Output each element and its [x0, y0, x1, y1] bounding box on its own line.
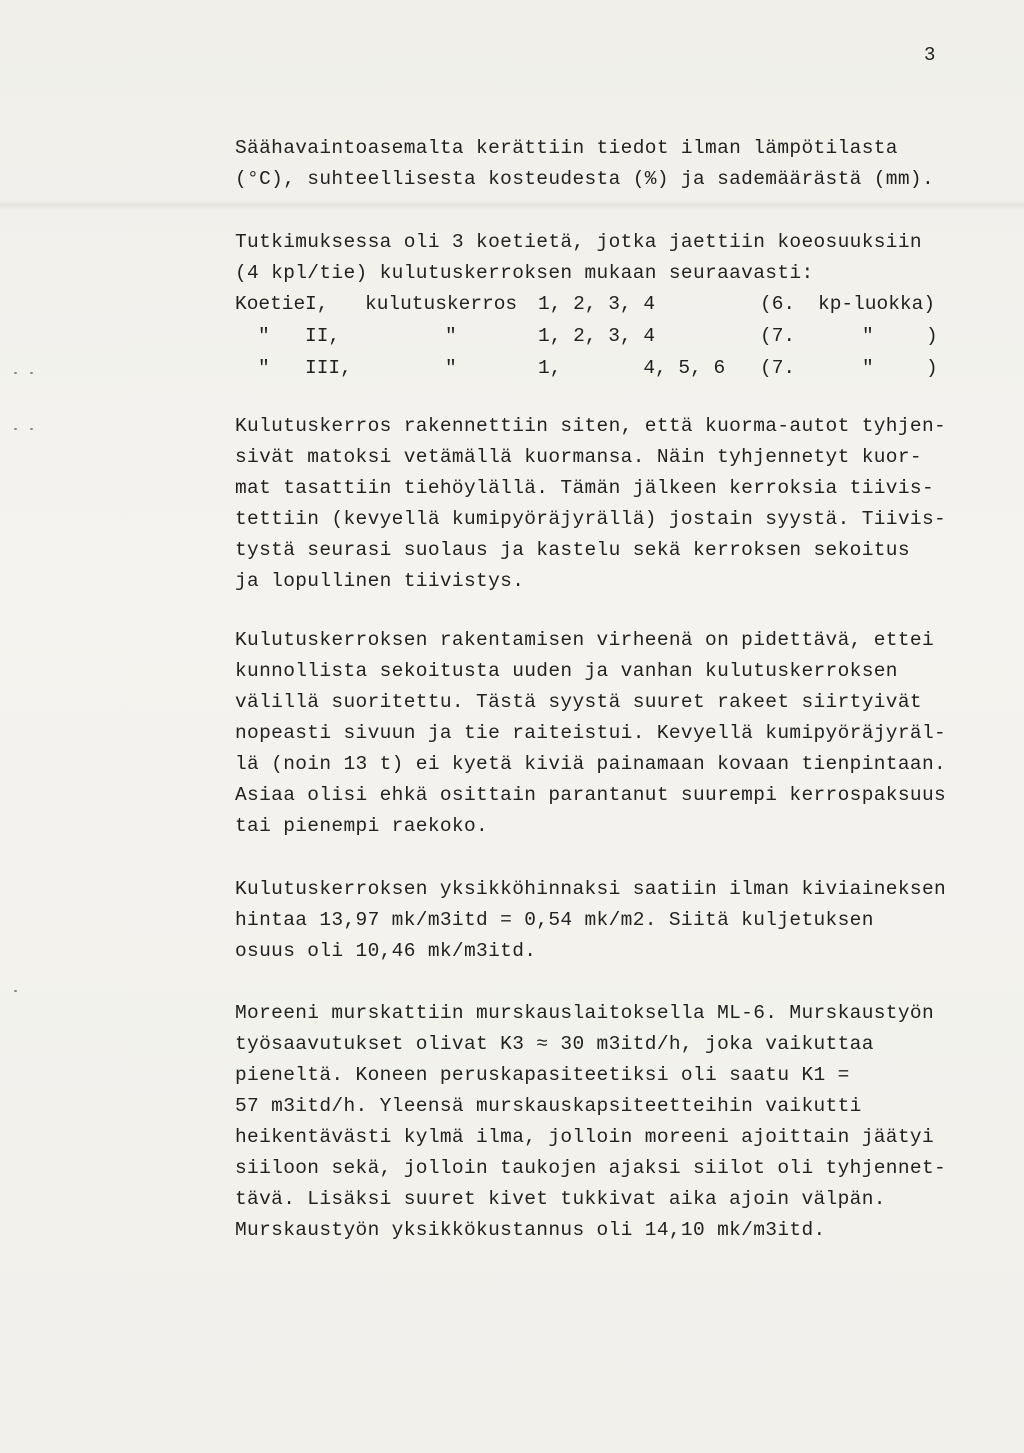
class-open-cell: (7. — [760, 325, 796, 347]
text-line: kunnollista sekoitusta uuden ja vanhan kulutuskerroksen — [235, 660, 898, 682]
text-line: nopeasti sivuun ja tie raiteistui. Kevyellä kumipyöräjyräl- — [235, 722, 947, 744]
road-number-cell: II, — [305, 325, 341, 347]
road-cell: " — [258, 325, 270, 347]
road-cell: " — [258, 357, 270, 379]
road-number-cell: I, — [305, 293, 329, 315]
text-line: sivät matoksi vetämällä kuormansa. Näin tyhjennetyt kuor- — [235, 446, 922, 468]
text-line: tystä seurasi suolaus ja kastelu sekä kerroksen sekoitus — [235, 539, 910, 561]
sections-cell: 1, 4, 5, 6 — [538, 357, 726, 379]
scan-speck — [14, 990, 17, 992]
text-line: välillä suoritettu. Tästä syystä suuret rakeet siirtyivät — [235, 691, 922, 713]
text-line: tai pienempi raekoko. — [235, 815, 489, 837]
road-cell: Koetie — [235, 293, 306, 315]
text-line: ja lopullinen tiivistys. — [235, 570, 525, 592]
scan-speck — [14, 372, 17, 374]
road-number-cell: III, — [305, 357, 352, 379]
class-open-cell: (7. — [760, 357, 796, 379]
text-line: mat tasattiin tiehöylällä. Tämän jälkeen kerroksia tiivis- — [235, 477, 935, 499]
class-open-cell: (6. — [760, 293, 796, 315]
class-close-cell: ) — [926, 325, 938, 347]
text-line: Asiaa olisi ehkä osittain parantanut suurempi kerrospaksuus — [235, 784, 947, 806]
text-line: heikentävästi kylmä ilma, jolloin moreeni ajoittain jäätyi — [235, 1126, 935, 1148]
text-line: työsaavutukset olivat K3 ≈ 30 m3itd/h, joka vaikuttaa — [235, 1033, 874, 1055]
text-line: (4 kpl/tie) kulutuskerroksen mukaan seuraavasti: — [235, 262, 814, 284]
class-label-cell: kp-luokka) — [818, 293, 936, 315]
text-line: siiloon sekä, jolloin taukojen ajaksi siilot oli tyhjennet- — [235, 1157, 947, 1179]
text-line: Tutkimuksessa oli 3 koetietä, jotka jaettiin koeosuuksiin — [235, 231, 922, 253]
text-line: Moreeni murskattiin murskauslaitoksella ML-6. Murskaustyön — [235, 1002, 935, 1024]
text-line: tettiin (kevyellä kumipyöräjyrällä) jostain syystä. Tiivis- — [235, 508, 947, 530]
layer-label-cell: " — [445, 325, 457, 347]
text-line: pieneltä. Koneen peruskapasiteetiksi oli saatu K1 = — [235, 1064, 850, 1086]
scan-speck — [30, 372, 33, 374]
text-line: Kulutuskerros rakennettiin siten, että kuorma-autot tyhjen- — [235, 415, 947, 437]
sections-cell: 1, 2, 3, 4 — [538, 325, 656, 347]
sections-cell: 1, 2, 3, 4 — [538, 293, 656, 315]
text-line: tävä. Lisäksi suuret kivet tukkivat aika ajoin välpän. — [235, 1188, 886, 1210]
text-line: Murskaustyön yksikkökustannus oli 14,10 mk/m3itd. — [235, 1219, 826, 1241]
text-line: lä (noin 13 t) ei kyetä kiviä painamaan kovaan tienpintaan. — [235, 753, 947, 775]
page-number: 3 — [924, 44, 936, 66]
text-line: (°C), suhteellisesta kosteudesta (%) ja sademäärästä (mm). — [235, 168, 935, 190]
class-label-cell: " — [862, 325, 874, 347]
paper-fold-shadow — [0, 200, 1024, 210]
text-line: 57 m3itd/h. Yleensä murskauskapsiteetteihin vaikutti — [235, 1095, 862, 1117]
layer-label-cell: kulutuskerros — [365, 293, 518, 315]
layer-label-cell: " — [445, 357, 457, 379]
text-line: hintaa 13,97 mk/m3itd = 0,54 mk/m2. Siitä kuljetuksen — [235, 909, 874, 931]
scan-speck — [30, 428, 33, 430]
text-line: osuus oli 10,46 mk/m3itd. — [235, 940, 537, 962]
text-line: Säähavaintoasemalta kerättiin tiedot ilman lämpötilasta — [235, 137, 898, 159]
class-close-cell: ) — [926, 357, 938, 379]
class-label-cell: " — [862, 357, 874, 379]
text-line: Kulutuskerroksen yksikköhinnaksi saatiin ilman kiviaineksen — [235, 878, 947, 900]
scan-speck — [14, 428, 17, 430]
text-line: Kulutuskerroksen rakentamisen virheenä on pidettävä, ettei — [235, 629, 935, 651]
